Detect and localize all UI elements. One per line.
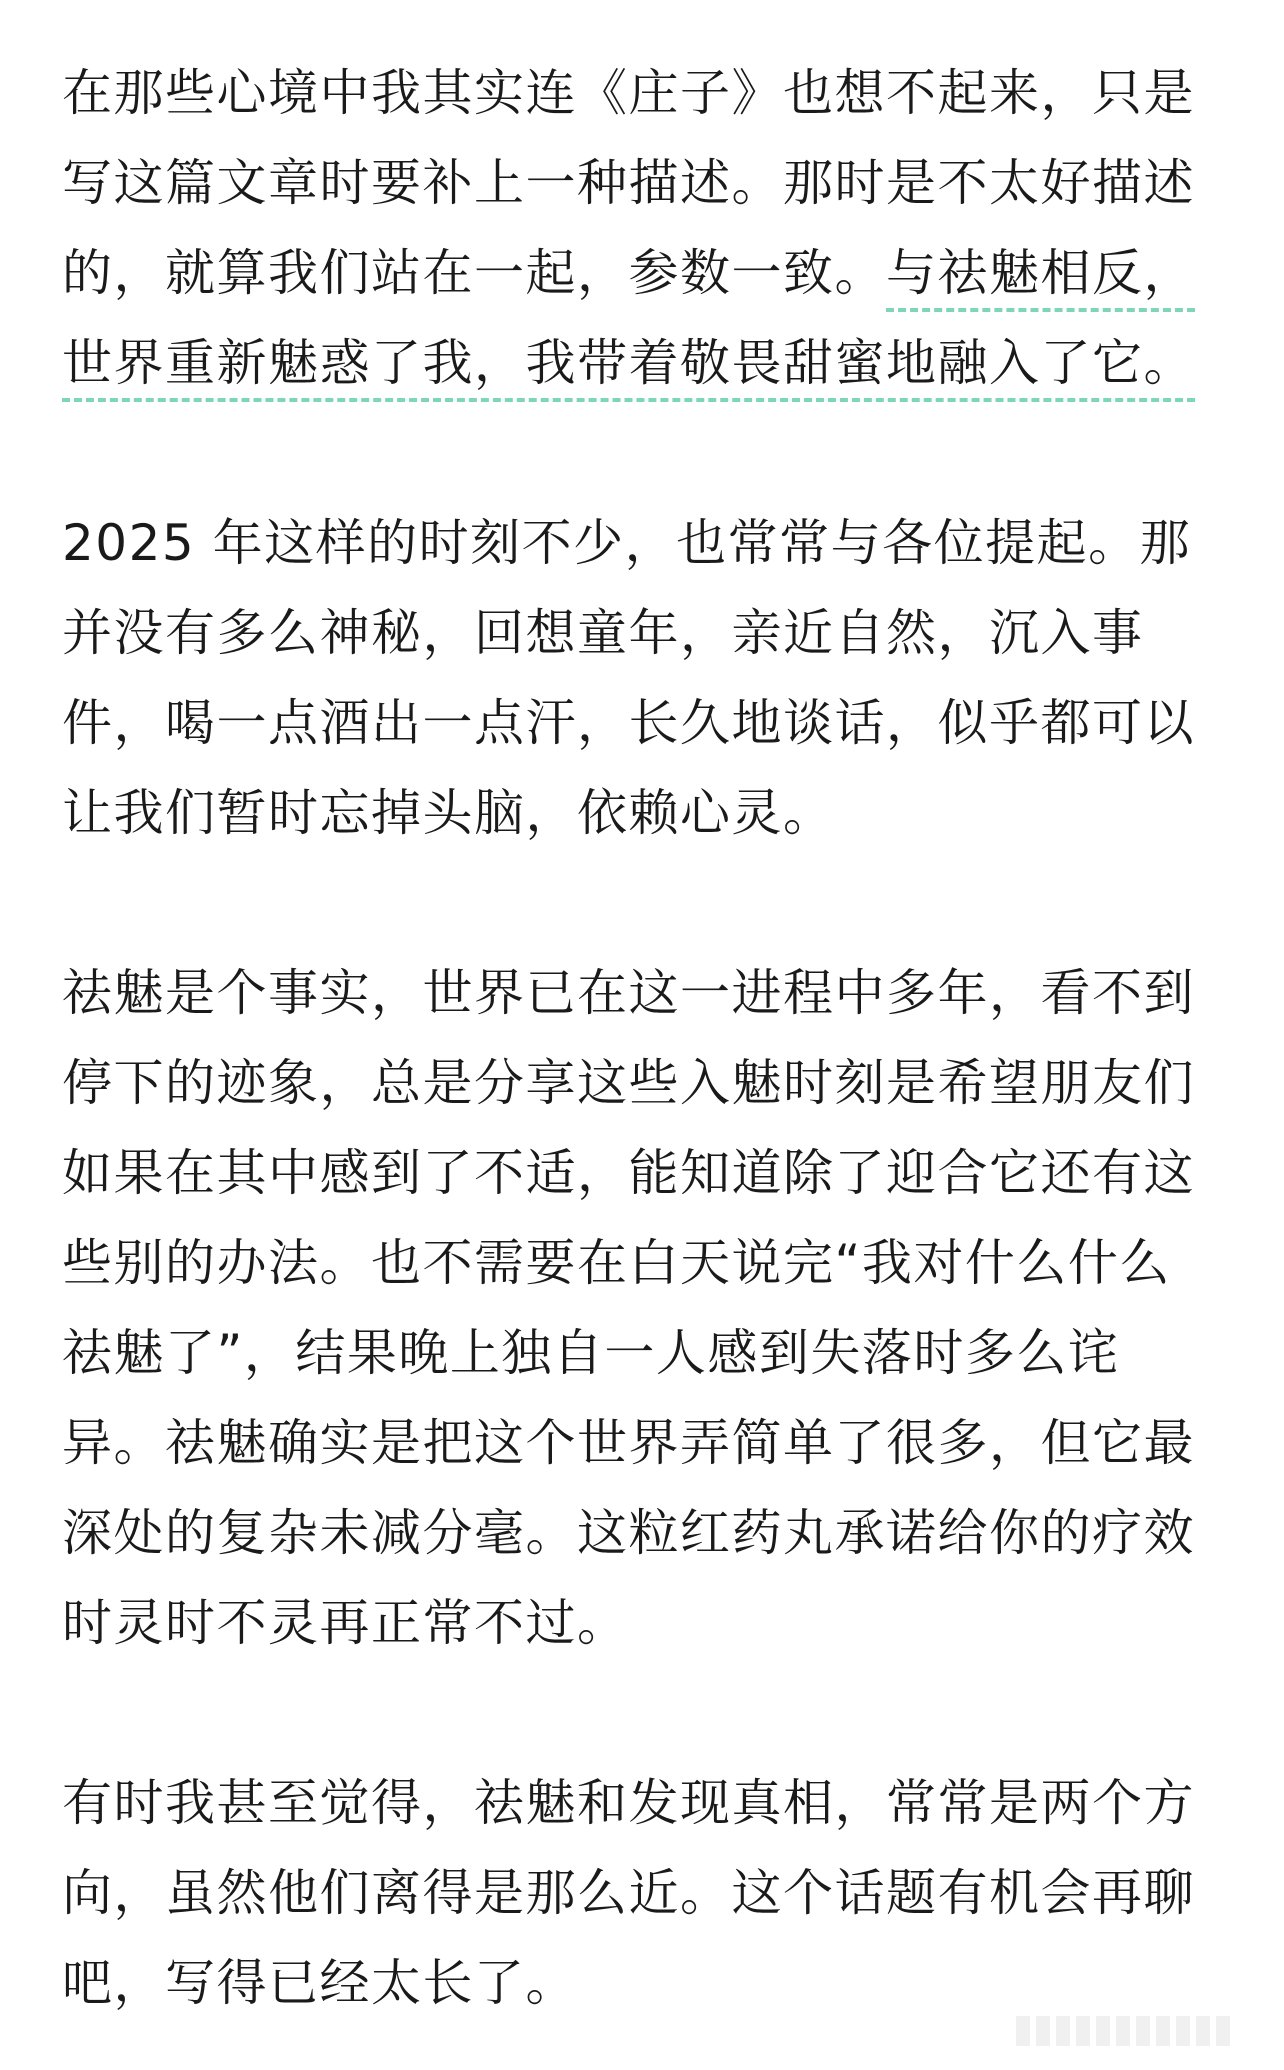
article-body	[62, 48, 1232, 2028]
text-line	[62, 768, 1232, 858]
text-line	[62, 318, 1232, 408]
text-line	[62, 1398, 1232, 1488]
text-line	[62, 1308, 1232, 1398]
text-segment: 在那些心境中我其实连《庄子》也想不起来，只是	[62, 64, 1195, 122]
text-segment: 2025 年这样的时刻不少，也常常与各位提起。那	[62, 514, 1192, 572]
text-line	[62, 1938, 1232, 2028]
text-segment: 并没有多么神秘，回想童年，亲近自然，沉入事	[62, 604, 1144, 662]
text-line	[62, 228, 1232, 318]
text-line	[62, 1218, 1232, 1308]
text-segment: 吧，写得已经太长了。	[62, 1954, 577, 2012]
paragraph	[62, 1758, 1232, 2028]
text-line	[62, 588, 1232, 678]
text-segment: 的，就算我们站在一起，参数一致。	[62, 244, 886, 302]
paragraph-spacer	[62, 408, 1232, 498]
text-segment: 祛魅是个事实，世界已在这一进程中多年，看不到	[62, 964, 1195, 1022]
paragraph-spacer	[62, 858, 1232, 948]
text-line	[62, 1488, 1232, 1578]
paragraph	[62, 948, 1232, 1668]
text-segment: 让我们暂时忘掉头脑，依赖心灵。	[62, 784, 835, 842]
text-segment: 件，喝一点酒出一点汗，长久地谈话，似乎都可以	[62, 694, 1195, 752]
highlighted-text[interactable]: 与祛魅相反，	[886, 244, 1195, 312]
paragraph	[62, 48, 1232, 408]
paragraph	[62, 498, 1232, 858]
text-segment: 深处的复杂未减分毫。这粒红药丸承诺给你的疗效	[62, 1504, 1195, 1562]
text-segment: 写这篇文章时要补上一种描述。那时是不太好描述	[62, 154, 1195, 212]
text-segment: 祛魅了”，结果晚上独自一人感到失落时多么诧	[62, 1324, 1120, 1382]
text-line	[62, 1848, 1232, 1938]
text-segment: 异。祛魅确实是把这个世界弄简单了很多，但它最	[62, 1414, 1195, 1472]
text-line	[62, 948, 1232, 1038]
text-line	[62, 1758, 1232, 1848]
highlighted-text[interactable]: 世界重新魅惑了我，我带着敬畏甜蜜地融入了它。	[62, 334, 1195, 402]
watermark	[1016, 2016, 1236, 2046]
text-segment: 些别的办法。也不需要在白天说完“我对什么什么	[62, 1234, 1171, 1292]
text-line	[62, 1578, 1232, 1668]
text-line	[62, 48, 1232, 138]
paragraph-spacer	[62, 1668, 1232, 1758]
text-line	[62, 138, 1232, 228]
text-segment: 向，虽然他们离得是那么近。这个话题有机会再聊	[62, 1864, 1195, 1922]
text-segment: 停下的迹象，总是分享这些入魅时刻是希望朋友们	[62, 1054, 1195, 1112]
text-segment: 如果在其中感到了不适，能知道除了迎合它还有这	[62, 1144, 1195, 1202]
text-line	[62, 678, 1232, 768]
text-line	[62, 1038, 1232, 1128]
text-line	[62, 1128, 1232, 1218]
text-segment: 时灵时不灵再正常不过。	[62, 1594, 629, 1652]
text-line	[62, 498, 1232, 588]
text-segment: 有时我甚至觉得，祛魅和发现真相，常常是两个方	[62, 1774, 1195, 1832]
